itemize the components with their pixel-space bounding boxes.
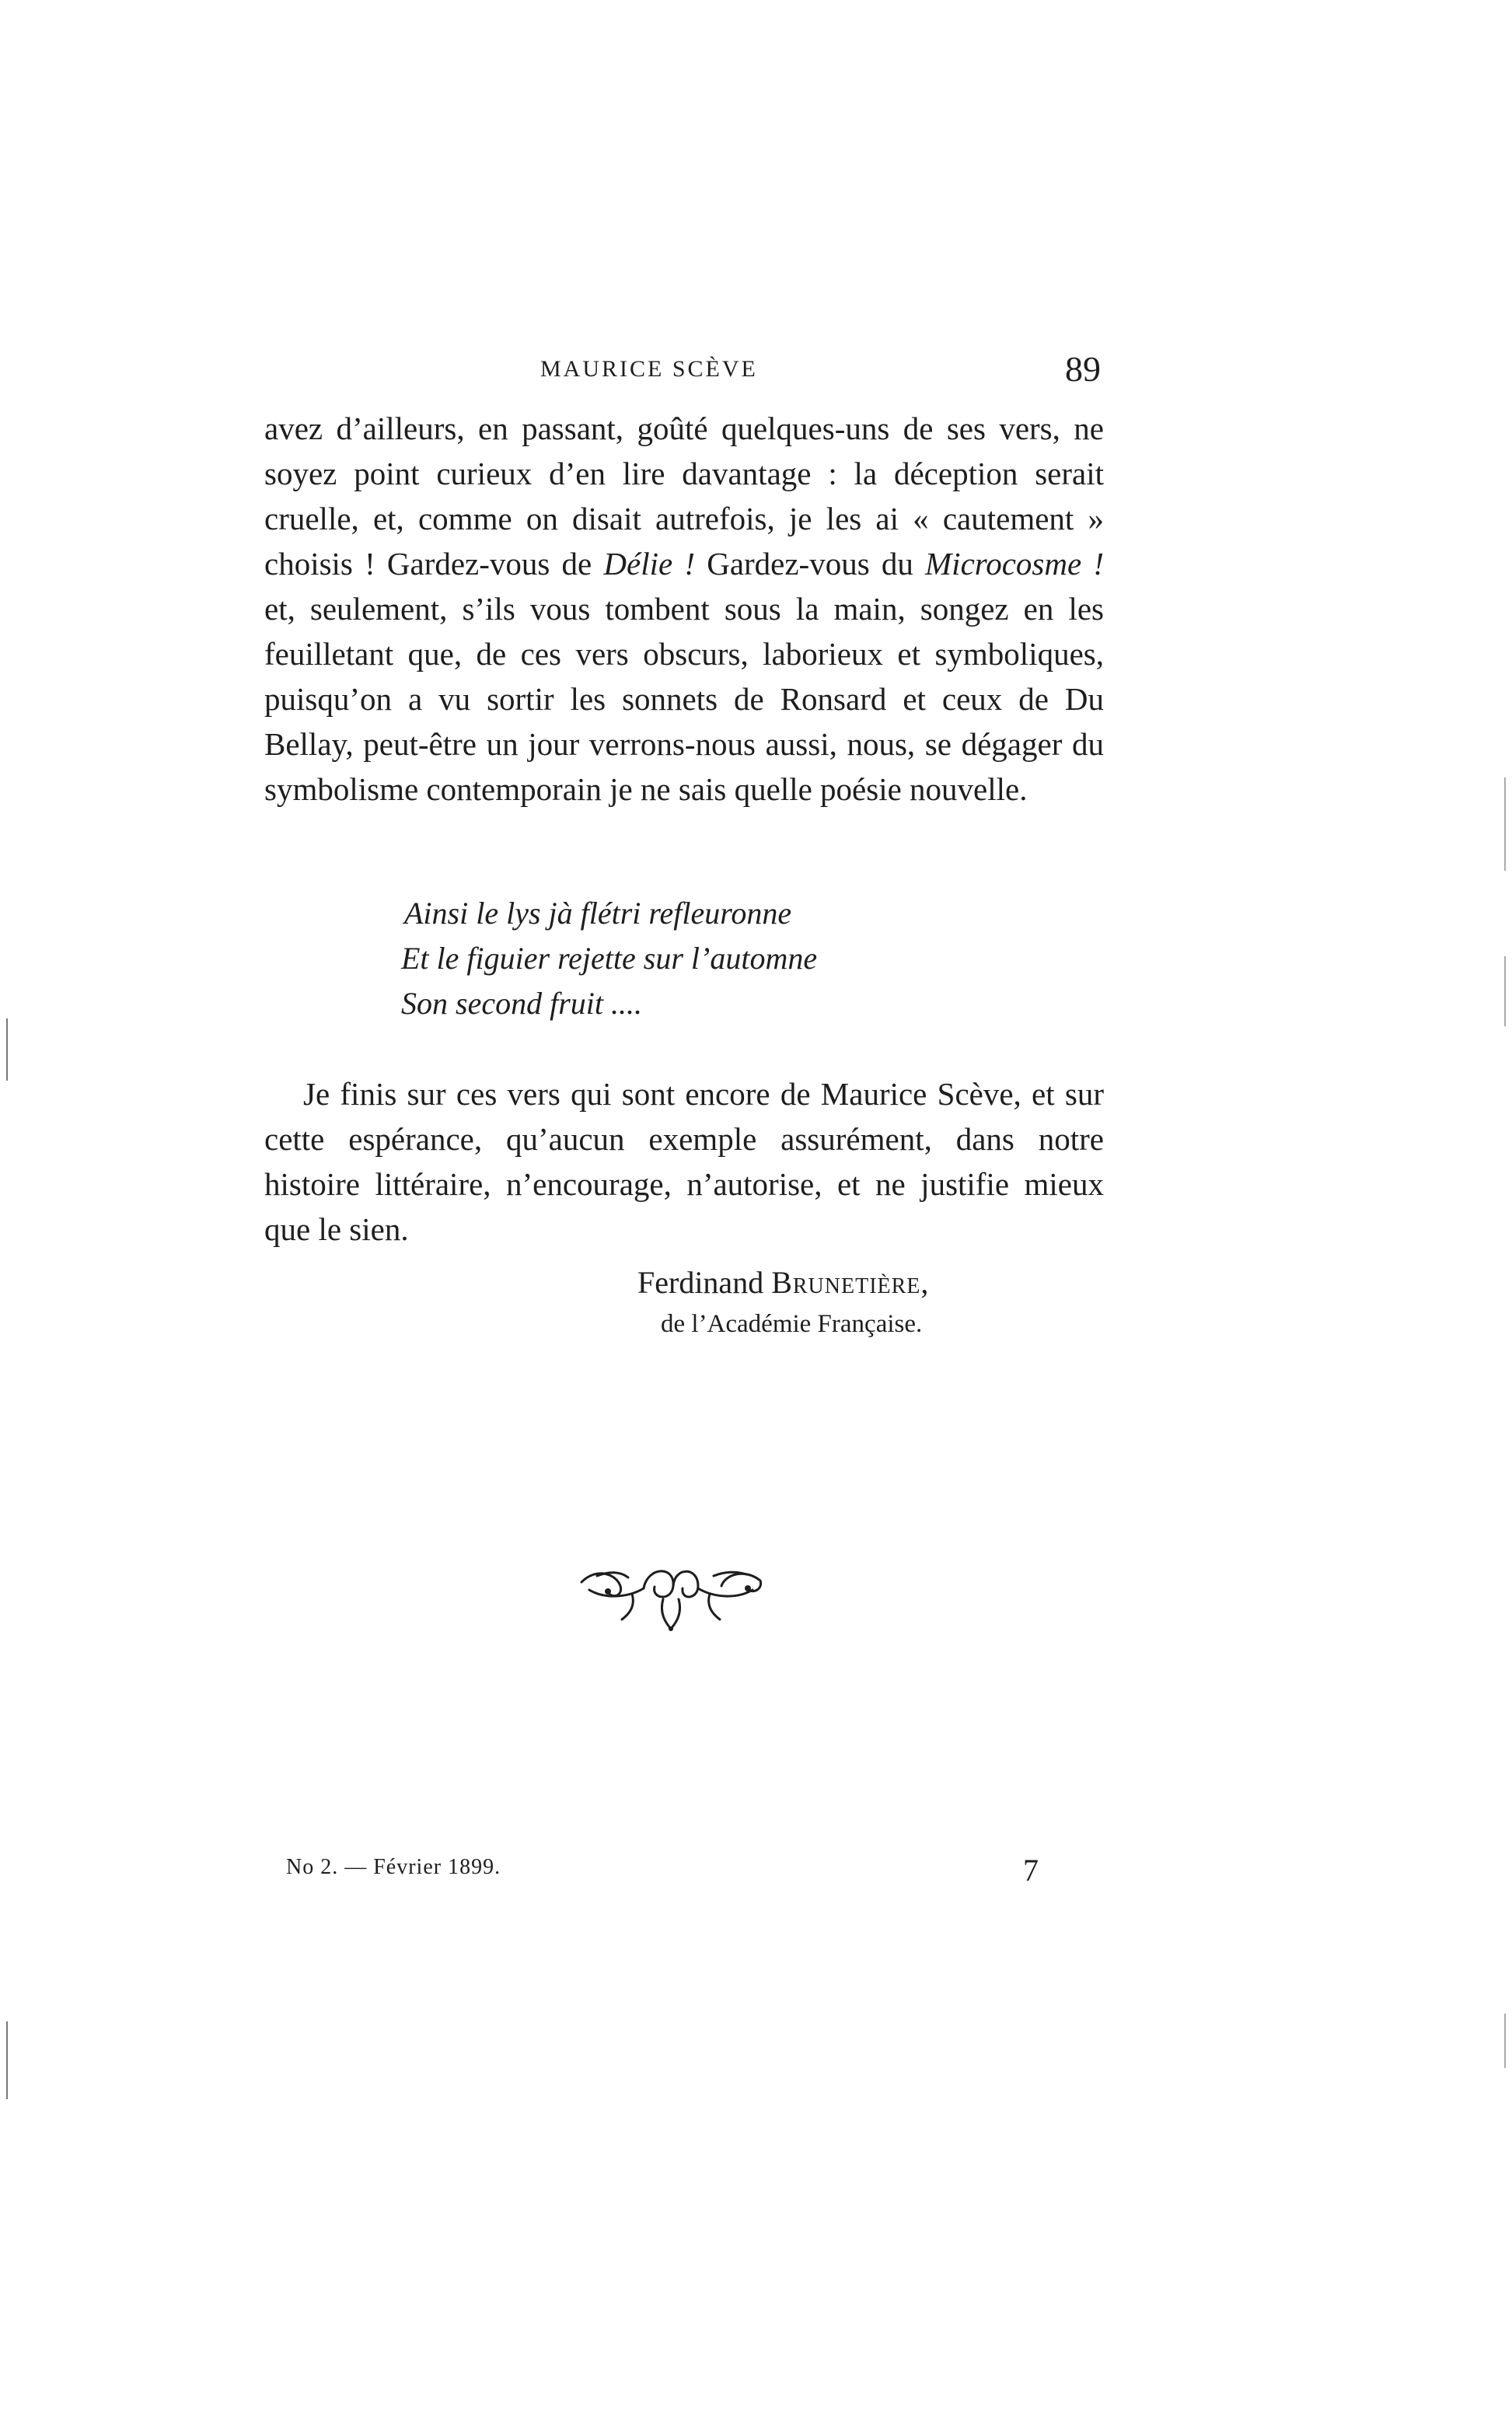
author-signature — [637, 1261, 1119, 1343]
author-first-name: Ferdinand — [637, 1265, 764, 1300]
scan-edge-mark — [1504, 956, 1506, 1026]
scan-edge-mark — [1504, 777, 1506, 871]
paragraph-1-text-c: et, seulement, s’ils vous tombent sous la main, songez en les feuilletant que, de ces vers obscurs, laborieux et symboliques, puisqu’on a vu sortir les sonnets de Ronsard et ceux de Du Bellay, peut-être un jour verrons-nous aussi, nous, se dégager du symbolisme contemporain je ne sais quelle poésie nouvelle. — [264, 591, 1104, 807]
signature-mark: 7 — [1023, 1853, 1039, 1888]
paragraph-1-text-b: Gardez-vous du — [695, 546, 926, 582]
fleuron-ornament-icon — [574, 1551, 768, 1637]
verse-line: Ainsi le lys jà flétri refleuronne — [404, 896, 792, 931]
paragraph-2: Je finis sur ces vers qui sont encore de Maurice Scève, et sur cette espérance, qu’aucun exemple assurément, dans notre histoire littéraire, n’encourage, n’autorise, et ne justifie mieux que le sien. — [264, 1076, 1104, 1247]
scan-edge-mark — [6, 1018, 8, 1081]
author-name — [637, 1261, 1119, 1305]
verse-line: Et le figuier rejette sur l’automne — [401, 941, 818, 976]
running-title: MAURICE SCÈVE — [540, 356, 758, 382]
title-delie: Délie ! — [603, 546, 696, 582]
paragraph-1-text-a: avez d’ailleurs, en passant, goûté quelques-uns de ses vers, ne soyez point curieux d’en lire davantage : la déception serait cruelle, et, comme on disait autrefois, je les ai « cautement » choisis ! Gardez-vous de — [264, 410, 1104, 582]
verse-quotation — [401, 891, 818, 1026]
scan-edge-mark — [6, 2021, 8, 2099]
footer-issue-line: No 2. — Février 1899. — [286, 1855, 501, 1879]
author-affiliation: de l’Académie Française. — [661, 1310, 923, 1338]
page-number: 89 — [1065, 349, 1101, 389]
paragraph-1 — [264, 406, 1104, 812]
running-head — [264, 348, 1104, 395]
verse-line: Son second fruit .... — [401, 986, 642, 1021]
title-microcosme: Microcosme ! — [925, 546, 1104, 582]
author-surname: Brunetière, — [771, 1265, 930, 1300]
scan-edge-mark — [1504, 2014, 1506, 2068]
